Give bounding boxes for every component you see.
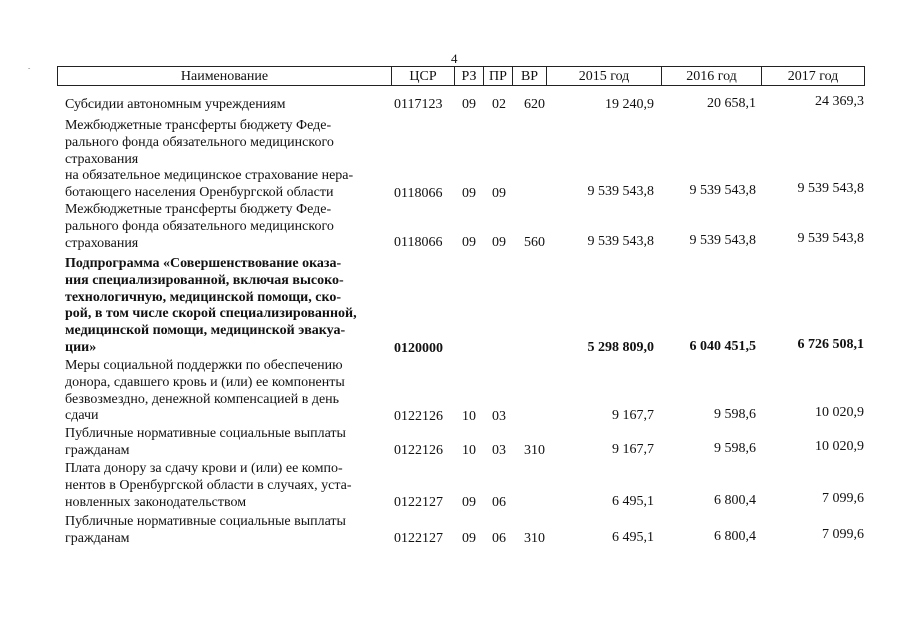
- row-2017: 24 369,3: [815, 94, 864, 109]
- row-2015: 19 240,9: [605, 97, 654, 112]
- header-name: Наименование: [180, 69, 269, 84]
- row-csr: 0118066: [394, 235, 443, 250]
- row-csr: 0122127: [394, 531, 443, 546]
- row-name: Межбюджетные трансферты бюджету Феде- рального фонда обязательного медицинского страхования на обязательное медицинское страхование нера- ботающего населения Оренбургской области: [65, 118, 354, 201]
- row-rz: 09: [462, 97, 476, 112]
- row-2017: 6 726 508,1: [797, 337, 864, 352]
- table-header: [57, 66, 865, 86]
- row-rz: 09: [462, 531, 476, 546]
- row-pr: 09: [492, 186, 506, 201]
- row-vr: 620: [524, 97, 545, 112]
- row-pr: 02: [492, 97, 506, 112]
- row-pr: 09: [492, 235, 506, 250]
- row-rz: 09: [462, 186, 476, 201]
- scan-mark: -: [28, 64, 31, 72]
- row-csr: 0117123: [394, 97, 443, 112]
- row-pr: 03: [492, 409, 506, 424]
- row-name: Межбюджетные трансферты бюджету Феде- рального фонда обязательного медицинского страхования: [65, 202, 334, 251]
- header-pr: ПР: [483, 67, 512, 85]
- row-name: Публичные нормативные социальные выплаты гражданам: [65, 514, 346, 546]
- row-2015: 6 495,1: [612, 530, 654, 545]
- row-rz: 10: [462, 409, 476, 424]
- row-csr: 0122126: [394, 409, 443, 424]
- row-2016: 9 598,6: [714, 407, 756, 422]
- header-csr: ЦСР: [391, 67, 454, 85]
- row-name: Публичные нормативные социальные выплаты гражданам: [65, 426, 346, 458]
- row-pr: 03: [492, 443, 506, 458]
- row-2015: 9 539 543,8: [587, 234, 654, 249]
- row-2016: 9 598,6: [714, 441, 756, 456]
- row-2015: 9 167,7: [612, 408, 654, 423]
- row-2016: 9 539 543,8: [689, 183, 756, 198]
- row-2016: 6 040 451,5: [689, 339, 756, 354]
- row-csr: 0120000: [394, 341, 443, 356]
- row-2017: 9 539 543,8: [797, 231, 864, 246]
- row-2017: 7 099,6: [822, 527, 864, 542]
- row-2015: 5 298 809,0: [587, 340, 654, 355]
- row-2015: 9 167,7: [612, 442, 654, 457]
- row-2017: 7 099,6: [822, 491, 864, 506]
- row-2016: 6 800,4: [714, 529, 756, 544]
- row-vr: 560: [524, 235, 545, 250]
- row-2016: 9 539 543,8: [689, 233, 756, 248]
- row-pr: 06: [492, 531, 506, 546]
- row-2015: 6 495,1: [612, 494, 654, 509]
- row-name: Меры социальной поддержки по обеспечению донора, сдавшего кровь и (или) ее компоненты безвозмездно, денежной компенсацией в день сдачи: [65, 358, 345, 424]
- page-number: 4: [451, 51, 458, 66]
- row-name: Подпрограмма «Совершенствование оказа- ния специализированной, включая высоко- технологичную, медицинской помощи, ско- рой, в том числе скорой специализированной, медицинской помощи, медицинской эвакуа- ции»: [65, 256, 357, 355]
- row-rz: 09: [462, 495, 476, 510]
- header-2015: 2015 год: [546, 67, 661, 85]
- row-2017: 10 020,9: [815, 439, 864, 454]
- row-2017: 10 020,9: [815, 405, 864, 420]
- row-csr: 0122126: [394, 443, 443, 458]
- row-2015: 9 539 543,8: [587, 184, 654, 199]
- row-2016: 6 800,4: [714, 493, 756, 508]
- row-vr: 310: [524, 531, 545, 546]
- row-name: Субсидии автономным учреждениям: [65, 97, 286, 112]
- row-rz: 10: [462, 443, 476, 458]
- row-vr: 310: [524, 443, 545, 458]
- header-rz: РЗ: [454, 67, 483, 85]
- row-name: Плата донору за сдачу крови и (или) ее компо- нентов в Оренбургской области в случаях, уста- новленных законодательством: [65, 461, 352, 510]
- row-csr: 0122127: [394, 495, 443, 510]
- header-2017: 2017 год: [761, 67, 864, 85]
- row-csr: 0118066: [394, 186, 443, 201]
- row-2016: 20 658,1: [707, 96, 756, 111]
- row-rz: 09: [462, 235, 476, 250]
- row-2017: 9 539 543,8: [797, 181, 864, 196]
- row-pr: 06: [492, 495, 506, 510]
- header-2016: 2016 год: [661, 67, 761, 85]
- header-vr: ВР: [512, 67, 546, 85]
